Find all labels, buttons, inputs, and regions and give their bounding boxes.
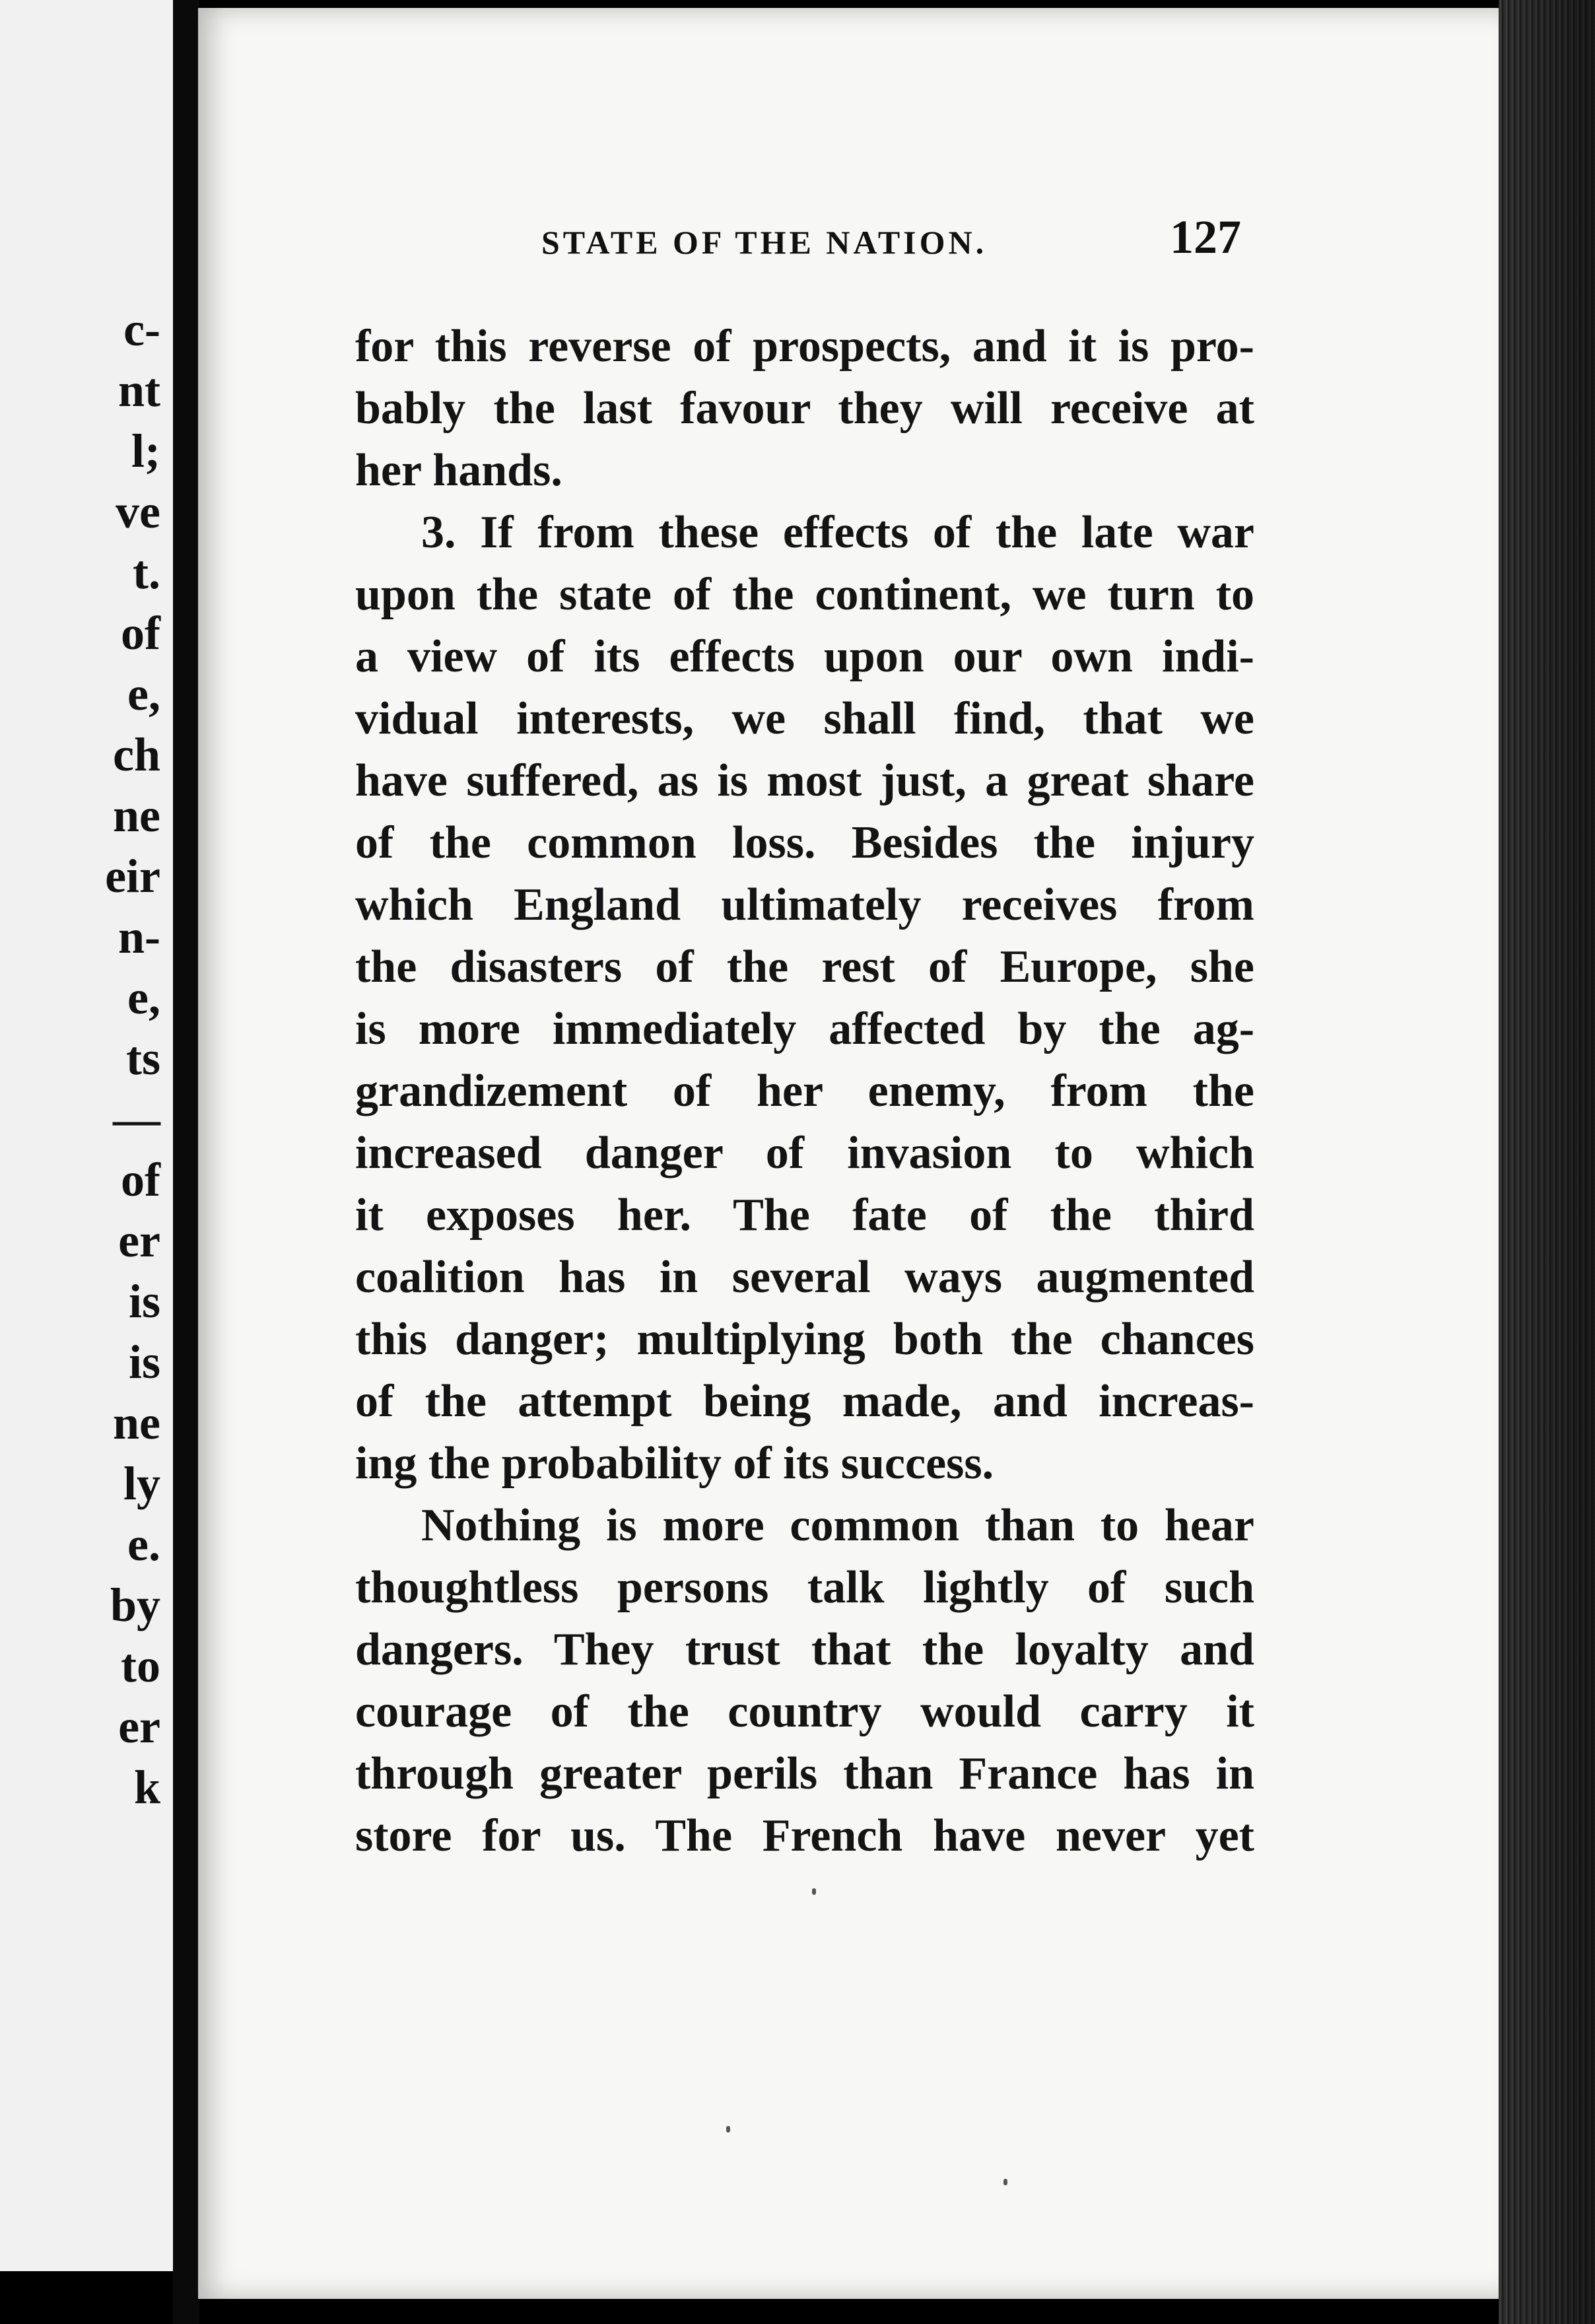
text-line: store for us. The French have never yet bbox=[355, 1810, 1254, 1861]
running-head bbox=[343, 210, 1241, 269]
previous-page-fragment-text: nt bbox=[118, 364, 160, 417]
text-line: her hands. bbox=[355, 445, 562, 496]
book-gutter bbox=[173, 0, 199, 2324]
text-line: dangers. They trust that the loyalty and bbox=[355, 1624, 1254, 1675]
previous-page-fragment-text: ch bbox=[113, 728, 160, 781]
previous-page-fragment-text: — bbox=[113, 1093, 160, 1145]
body-text bbox=[355, 316, 1254, 1867]
text-line: Nothing is more common than to hear bbox=[421, 1500, 1254, 1551]
previous-page-fragment-text: ne bbox=[113, 789, 160, 842]
text-line: increased danger of invasion to which bbox=[355, 1128, 1254, 1179]
previous-page-fragment-text: e. bbox=[127, 1518, 160, 1571]
text-line: it exposes her. The fate of the third bbox=[355, 1190, 1254, 1241]
text-line: which England ultimately receives from bbox=[355, 879, 1254, 930]
paper-speck bbox=[812, 1888, 816, 1895]
paper-speck bbox=[1003, 2179, 1007, 2185]
previous-page-fragment-text: of bbox=[121, 607, 160, 660]
previous-page-fragment-text: is bbox=[128, 1275, 160, 1328]
text-line: grandizement of her enemy, from the bbox=[355, 1066, 1254, 1116]
text-line: for this reverse of prospects, and it is pro- bbox=[355, 321, 1254, 372]
text-line: through greater perils than France has in bbox=[355, 1748, 1254, 1799]
text-line: the disasters of the rest of Europe, she bbox=[355, 941, 1254, 992]
text-line: of the attempt being made, and increas- bbox=[355, 1376, 1254, 1427]
previous-page-fragment-text: er bbox=[118, 1700, 160, 1753]
previous-page-fragment-text: l; bbox=[131, 425, 160, 477]
previous-page-fragment-text: c- bbox=[123, 303, 160, 356]
previous-page-fragment-text: e, bbox=[127, 667, 160, 720]
previous-page-fragment bbox=[0, 0, 173, 2271]
text-line: courage of the country would carry it bbox=[355, 1686, 1254, 1737]
previous-page-fragment-text: n- bbox=[118, 910, 160, 963]
page-number: 127 bbox=[1170, 211, 1241, 263]
page-edges-shadow bbox=[1499, 0, 1595, 2324]
text-line: this danger; multiplying both the chances bbox=[355, 1314, 1254, 1365]
previous-page-fragment-text: to bbox=[121, 1639, 160, 1692]
previous-page-fragment-text: ve bbox=[116, 485, 160, 538]
text-line: have suffered, as is most just, a great share bbox=[355, 755, 1254, 806]
previous-page-fragment-text: ly bbox=[123, 1457, 160, 1510]
text-line: coalition has in several ways augmented bbox=[355, 1252, 1254, 1303]
text-line: thoughtless persons talk lightly of such bbox=[355, 1562, 1254, 1613]
previous-page-fragment-text: of bbox=[121, 1153, 160, 1206]
text-line: of the common loss. Besides the injury bbox=[355, 817, 1254, 868]
previous-page-fragment-text: k bbox=[133, 1761, 160, 1814]
paper-speck bbox=[726, 2126, 730, 2133]
previous-page-fragment-text: is bbox=[128, 1336, 160, 1388]
previous-page-fragment-text: er bbox=[118, 1214, 160, 1267]
text-line: ing the probability of its success. bbox=[355, 1438, 994, 1489]
text-line: upon the state of the continent, we turn to bbox=[355, 569, 1254, 620]
text-line: bably the last favour they will receive at bbox=[355, 383, 1254, 434]
text-line: a view of its effects upon our own indi- bbox=[355, 631, 1254, 682]
text-line: 3. If from these effects of the late war bbox=[421, 507, 1254, 558]
text-line: is more immediately affected by the ag- bbox=[355, 1004, 1254, 1054]
previous-page-fragment-text: by bbox=[110, 1579, 160, 1631]
running-title: STATE OF THE NATION. bbox=[541, 224, 988, 261]
previous-page-fragment-text: t. bbox=[133, 546, 160, 599]
previous-page-fragment-text: ts bbox=[126, 1032, 160, 1085]
text-line: vidual interests, we shall find, that we bbox=[355, 693, 1254, 744]
previous-page-fragment-text: e, bbox=[127, 971, 160, 1024]
previous-page-fragment-text: ne bbox=[113, 1396, 160, 1449]
previous-page-fragment-text: eir bbox=[105, 850, 160, 903]
